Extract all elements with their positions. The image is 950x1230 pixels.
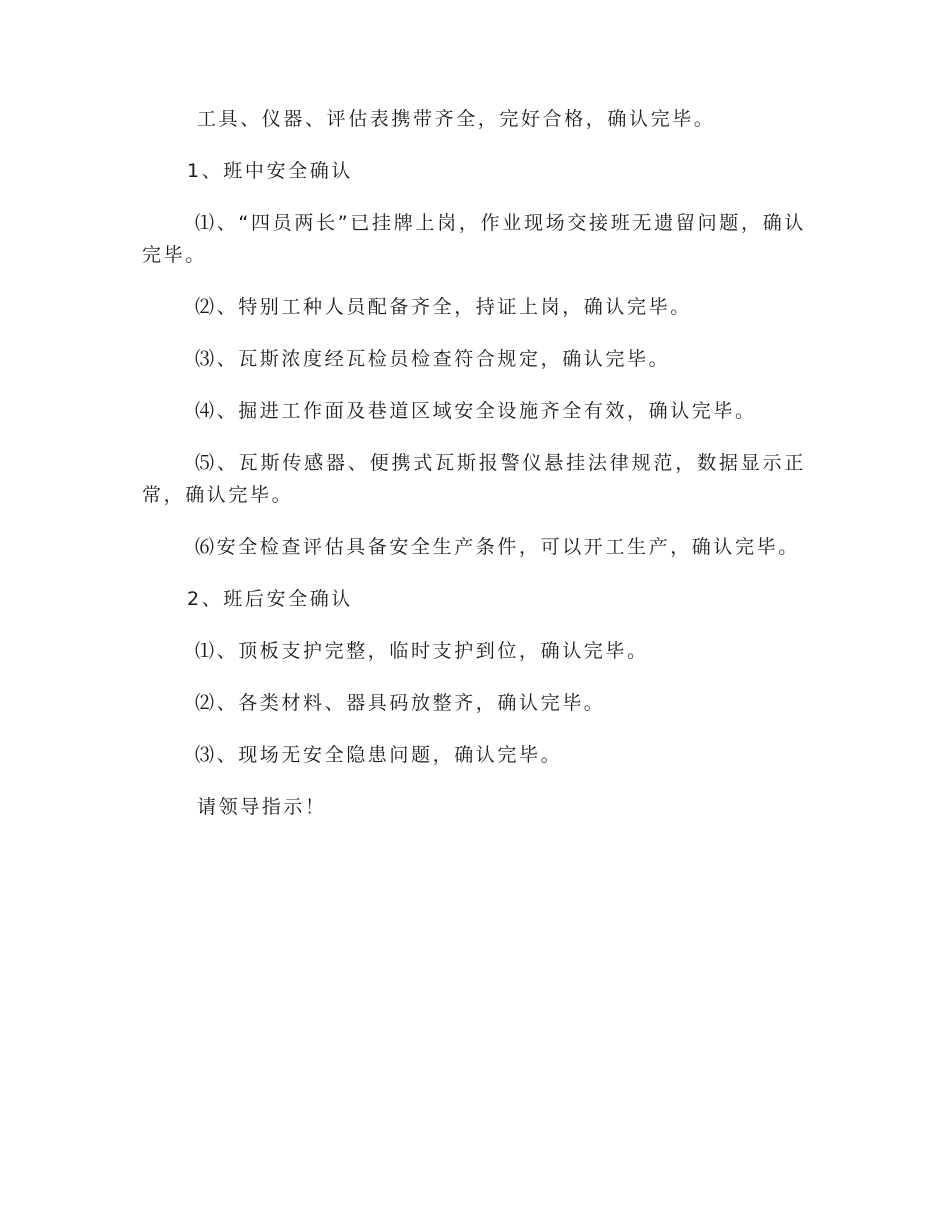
closing-request: 请领导指示！ xyxy=(197,796,327,818)
list-item-in-shift-2: ⑵、特别工种人员配备齐全，持证上岗，确认完毕。 xyxy=(195,296,692,318)
list-item-in-shift-6: ⑹安全检查评估具备安全生产条件，可以开工生产，确认完毕。 xyxy=(195,536,800,558)
list-item-in-shift-1: ⑴、“四员两长”已挂牌上岗，作业现场交接班无遗留问题，确认完毕。 xyxy=(142,212,806,266)
list-item-in-shift-4: ⑷、掘进工作面及巷道区域安全设施齐全有效，确认完毕。 xyxy=(195,400,757,422)
paragraph-tools-check: 工具、仪器、评估表携带齐全，完好合格，确认完毕。 xyxy=(197,108,716,130)
list-item-post-shift-2: ⑵、各类材料、器具码放整齐，确认完毕。 xyxy=(195,692,606,714)
heading-in-shift-safety: 1、班中安全确认 xyxy=(187,160,353,182)
list-item-in-shift-5: ⑸、瓦斯传感器、便携式瓦斯报警仪悬挂法律规范，数据显示正常，确认完毕。 xyxy=(142,452,806,506)
document-body xyxy=(142,103,806,843)
list-item-post-shift-1: ⑴、顶板支护完整，临时支护到位，确认完毕。 xyxy=(195,640,649,662)
heading-post-shift-safety: 2、班后安全确认 xyxy=(187,588,353,610)
list-item-post-shift-3: ⑶、现场无安全隐患问题，确认完毕。 xyxy=(195,744,563,766)
list-item-in-shift-3: ⑶、瓦斯浓度经瓦检员检查符合规定，确认完毕。 xyxy=(195,348,671,370)
